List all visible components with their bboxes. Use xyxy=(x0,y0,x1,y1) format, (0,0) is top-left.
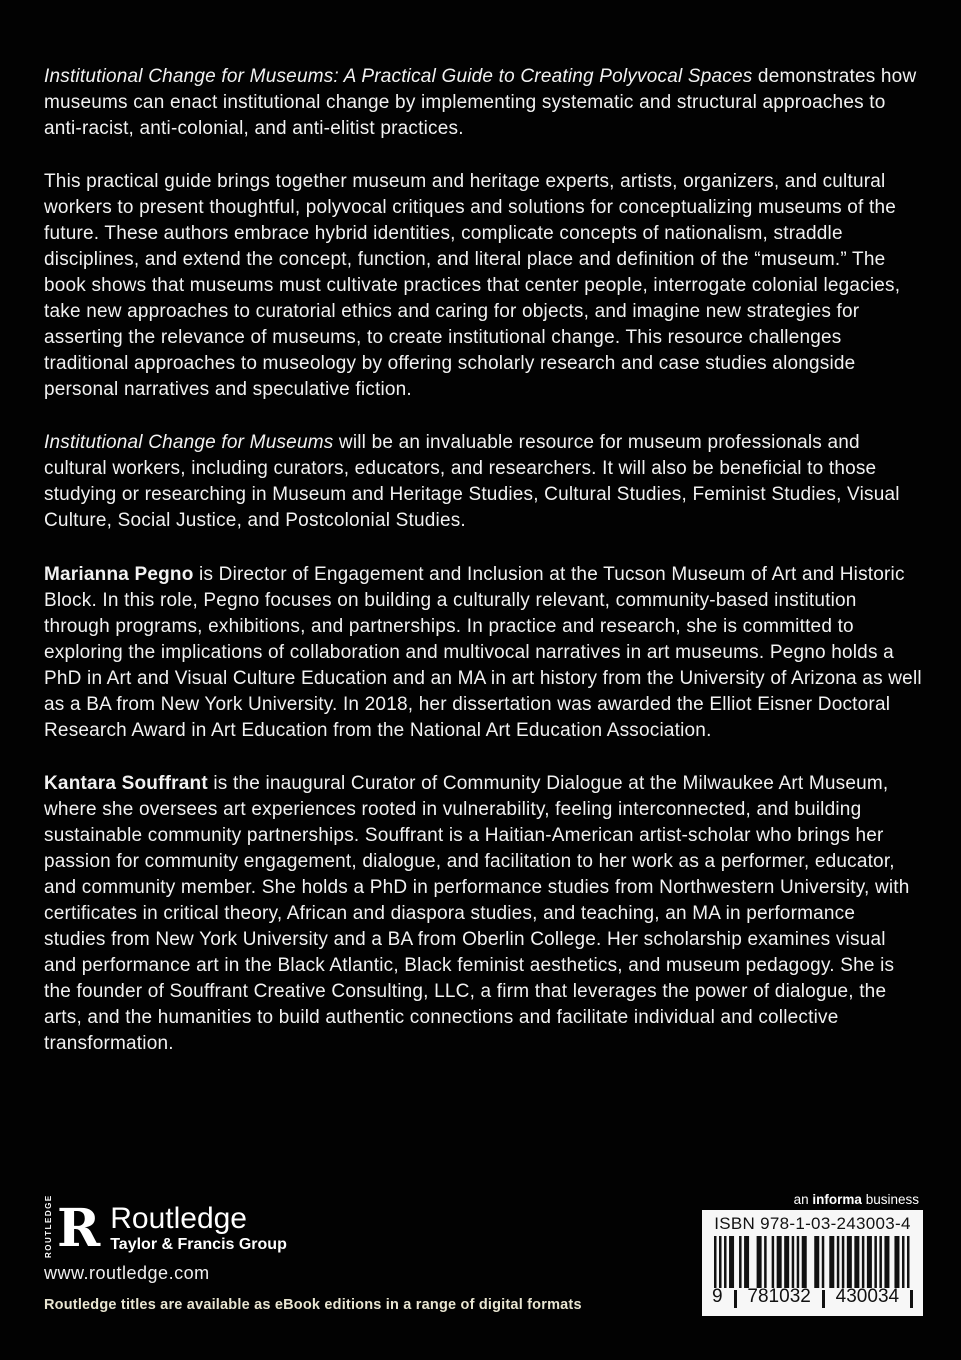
book-title-italic: Institutional Change for Museums: A Practical Guide to Creating Polyvocal Spaces xyxy=(44,66,753,87)
isbn-number: ISBN 978-1-03-243003-4 xyxy=(714,1214,911,1233)
barcode-guard-bar xyxy=(910,1290,913,1308)
publisher-name: Routledge xyxy=(110,1202,247,1235)
synopsis-paragraph-3-text: will be an invaluable resource for museum professionals and cultural workers, including curators, educators, and researchers. It will also be beneficial to those studying or researching in Museum and Heritage Studies, Cultural Studies, Feminist Studies, Visual Culture, Social Justice, and Postcolonial Studies. xyxy=(44,432,900,531)
informa-suffix: business xyxy=(865,1192,919,1207)
isbn-barcode-box xyxy=(702,1210,923,1316)
synopsis-paragraph-2: This practical guide brings together museum and heritage experts, artists, organizers, and cultural workers to present thoughtful, polyvocal critiques and solutions for conceptualizing museums of the future. These authors embrace hybrid identities, complicate concepts of nationalism, straddle disciplines, and extend the concept, function, and literal place and definition of the “museum.” The book shows that museums must cultivate practices that center people, interrogate colonial legacies, take new approaches to curatorial ethics and caring for objects, and imagine new strategies for asserting the relevance of museums, to create institutional change. This resource challenges traditional approaches to museology by offering scholarly research and case studies alongside personal narratives and speculative fiction. xyxy=(44,171,901,400)
barcode-guard-bar xyxy=(822,1290,825,1308)
informa-word: informa xyxy=(812,1192,862,1207)
routledge-logo-text xyxy=(110,1203,287,1255)
routledge-r-mark-icon: R xyxy=(57,1198,101,1259)
author-name-pegno: Marianna Pegno xyxy=(44,564,194,585)
synopsis-paragraph-1 xyxy=(44,64,922,142)
author-name-souffrant: Kantara Souffrant xyxy=(44,773,208,794)
synopsis-paragraph-1-text: demonstrates how museums can enact institutional change by implementing systematic and structural approaches to anti-racist, anti-colonial, and anti-elitist practices. xyxy=(44,66,917,139)
barcode-icon xyxy=(714,1236,912,1288)
author-bio-souffrant-text: is the inaugural Curator of Community Dialogue at the Milwaukee Art Museum, where she oversees art experiences rooted in vulnerability, feeling interconnected, and building sustainable community partnerships. Souffrant is a Haitian-American artist-scholar who brings her passion for community engagement, dialogue, and facilitation to her work as a performer, educator, and community member. She holds a PhD in performance studies from Northwestern University, with certificates in critical theory, African and diaspora studies, and teaching, an MA in performance studies from New York University and a BA from Oberlin College. Her scholarship examines visual and performance art in the Black Atlantic, Black feminist aesthetics, and museum pedagogy. She is the founder of Souffrant Creative Consulting, LLC, a firm that leverages the power of dialogue, the arts, and the humanities to build authentic connections and facilitate individual and collective transformation. xyxy=(44,773,910,1054)
author-bio-pegno xyxy=(44,562,922,744)
barcode-digits xyxy=(710,1286,915,1308)
barcode-guard-bar xyxy=(734,1290,737,1308)
barcode-digit-group-1: 9 xyxy=(712,1286,723,1307)
barcode-digit-group-2: 781032 xyxy=(747,1286,811,1307)
author-bio-pegno-text: is Director of Engagement and Inclusion at the Tucson Museum of Art and Historic Block. In this role, Pegno focuses on building a culturally relevant, community-based institution through programs, exhibitions, and partnerships. In practice and research, she is committed to exploring the implications of collaboration and multivocal narratives in art museums. Pegno holds a PhD in Art and Visual Culture Education and an MA in art history from the University of Arizona as well as a BA from New York University. In 2018, her dissertation was awarded the Elliot Eisner Doctoral Research Award in Art Education from the National Art Education Association. xyxy=(44,564,922,741)
synopsis-paragraph-3 xyxy=(44,430,922,534)
barcode-digit-group-3: 430034 xyxy=(835,1286,900,1307)
informa-prefix: an xyxy=(793,1192,809,1207)
publisher-url: www.routledge.com xyxy=(44,1263,210,1283)
routledge-logo xyxy=(44,1194,287,1259)
ebook-availability-note: Routledge titles are available as eBook editions in a range of digital formats xyxy=(44,1297,582,1313)
publisher-group: Taylor & Francis Group xyxy=(110,1236,287,1253)
author-bio-souffrant xyxy=(44,771,922,1057)
informa-business-line xyxy=(794,1192,919,1207)
back-cover-text xyxy=(44,64,922,1084)
routledge-vertical-label: ROUTLEDGE xyxy=(44,1194,53,1258)
book-title-short-italic: Institutional Change for Museums xyxy=(44,432,334,453)
